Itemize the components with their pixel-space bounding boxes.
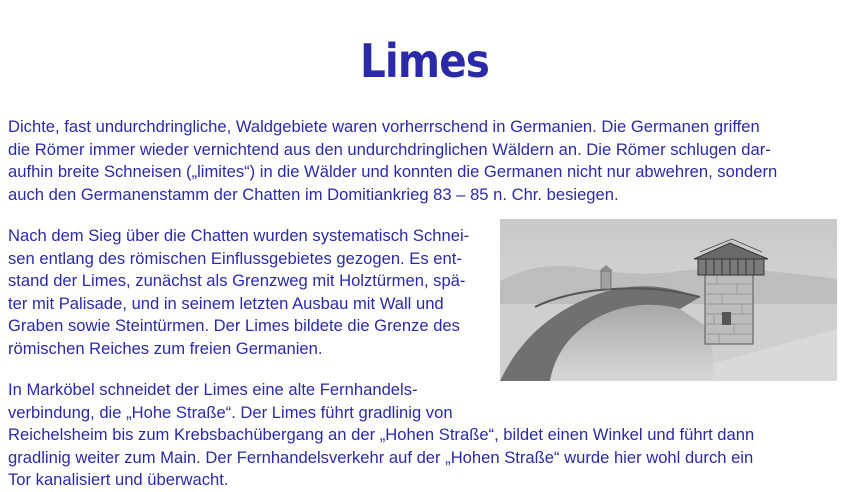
paragraph-line: ter mit Palisade, und in seinem letzten Ausbau mit Wall und [8,293,444,313]
paragraph-line: stand der Limes, zunächst als Grenzweg mit Holztürmen, spä- [8,271,466,291]
paragraph-line: aufhin breite Schneisen („limites“) in die Wälder und konnten die Germanen nicht nur abwehren, sondern [8,162,778,182]
paragraph-line: sen entlang des römischen Einflussgebietes gezogen. Es ent- [8,248,462,268]
paragraph-line: Tor kanalisiert und überwacht. [8,470,229,490]
paragraph-line: Dichte, fast undurchdringliche, Waldgebiete waren vorherrschend in Germanien. Die Germanen griffen [8,117,760,136]
page-title: Limes [359,33,490,88]
paragraph-line: verbindung, die „Hohe Straße“. Der Limes führt gradlinig von [8,402,453,422]
paragraph-line: gradlinig weiter zum Main. Der Fernhandelsverkehr auf der „Hohen Straße“ wurde hier wohl durch ein [8,447,754,467]
limes-watchtower-illustration-icon [500,219,837,381]
intro-paragraph [8,116,777,206]
limes-origin-paragraph [8,225,469,361]
paragraph-line: die Römer immer wieder vernichtend aus den undurchdringlichen Wäldern an. Die Römer schlugen dar- [8,139,771,159]
paragraph-line: In Marköbel schneidet der Limes eine alte Fernhandels- [8,380,418,399]
paragraph-line: Reichelsheim bis zum Krebsbachübergang an der „Hohen Straße“, bildet einen Winkel und führt dann [8,425,755,445]
paragraph-line: Graben sowie Steintürmen. Der Limes bildete die Grenze des [8,316,460,336]
marköbel-paragraph [8,379,754,492]
paragraph-line: Nach dem Sieg über die Chatten wurden systematisch Schnei- [8,226,470,245]
paragraph-line: römischen Reiches zum freien Germanien. [8,338,323,358]
paragraph-line: auch den Germanenstamm der Chatten im Domitiankrieg 83 – 85 n. Chr. besiegen. [8,184,619,204]
